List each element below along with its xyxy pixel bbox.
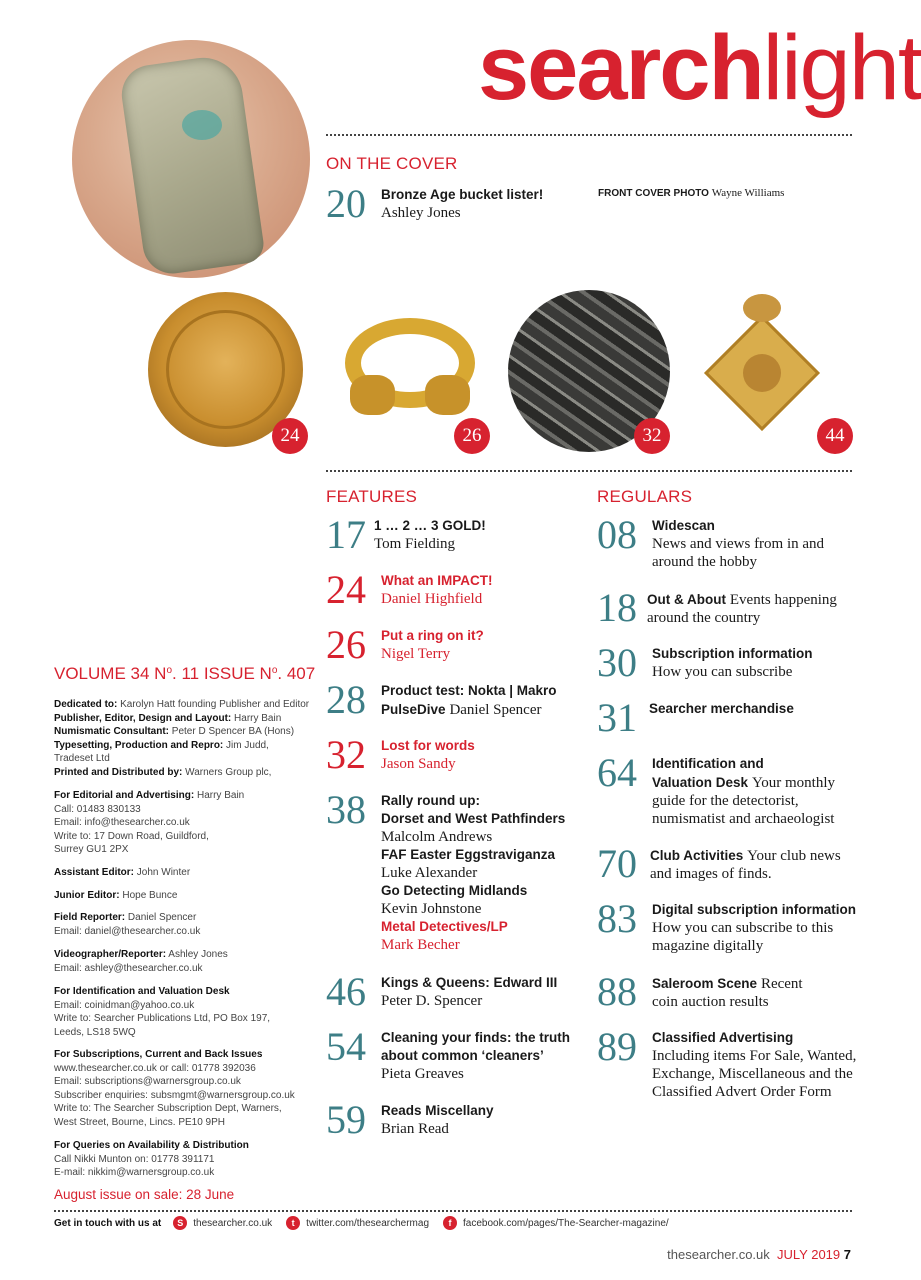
regular-page-number: 70: [597, 841, 637, 886]
regular-desc: Your monthly: [751, 775, 836, 791]
identification-email[interactable]: Email: coinidman@yahoo.co.uk: [54, 999, 195, 1011]
assistant-editor: Assistant Editor: John Winter: [54, 867, 191, 878]
feature-title: Dorset and West Pathfinders: [381, 811, 566, 826]
feature-page-number: 59: [326, 1097, 366, 1142]
distribution-contact: For Queries on Availability & Distribution Call Nikki Munton on: 01778 391171 E-mail: nikkim@warnersgroup.co.uk: [54, 1140, 249, 1178]
regular-title: Subscription information: [652, 646, 813, 661]
feature-author: Brian Read: [381, 1121, 449, 1137]
regular-title: Searcher merchandise: [649, 701, 794, 716]
regular-page-number: 83: [597, 896, 637, 941]
page-footer: thesearcher.co.uk JULY 2019 7: [667, 1247, 851, 1262]
cover-title: Bronze Age bucket lister!: [381, 187, 544, 202]
feature-author: Tom Fielding: [374, 536, 456, 552]
facebook-icon: f: [443, 1216, 457, 1230]
feature-title: 1 … 2 … 3 GOLD!: [374, 518, 486, 533]
field-reporter-email[interactable]: Email: daniel@thesearcher.co.uk: [54, 925, 201, 937]
feature-title: Rally round up:: [381, 793, 480, 808]
feature-author: Peter D. Spencer: [381, 993, 483, 1009]
regular-page-number: 89: [597, 1024, 637, 1069]
editorial-email[interactable]: Email: info@thesearcher.co.uk: [54, 817, 190, 828]
feature-page-number: 46: [326, 969, 366, 1014]
regular-title: Widescan: [652, 518, 715, 533]
regular-desc: Your club news: [747, 848, 841, 864]
volume-issue: VOLUME 34 $N^o$. 11 ISSUE $N^o$. 407: [54, 664, 316, 683]
feature-title: Put a ring on it?: [381, 628, 484, 643]
regular-desc: Recent: [760, 976, 803, 992]
feature-page-number: 32: [326, 732, 366, 777]
regular-desc: and images of finds.: [650, 866, 772, 882]
cover-page-number: 20: [326, 181, 366, 226]
regular-desc: Exchange, Miscellaneous and the: [652, 1066, 853, 1082]
masthead: searchlight: [478, 17, 921, 119]
footer-contacts: Get in touch with us at S thesearcher.co.uk t twitter.com/thesearchermag f facebook.com/pages/The-Searcher-magazine/: [54, 1217, 669, 1229]
regular-desc: guide for the detectorist,: [652, 793, 799, 809]
feature-author: Mark Becher: [381, 937, 460, 953]
feature-author: Jason Sandy: [381, 756, 456, 772]
videographer: Videographer/Reporter: Ashley Jones Email: ashley@thesearcher.co.uk: [54, 948, 314, 975]
regular-title: Identification and: [652, 756, 764, 771]
feature-title: Kings & Queens: Edward III: [381, 975, 558, 990]
feature-page-number: 28: [326, 677, 366, 722]
regular-desc: News and views from in and: [652, 536, 825, 552]
editorial-contact: For Editorial and Advertising: Harry Bain Call: 01483 830133 Email: info@thesearcher.co.uk Write to: 17 Down Road, Guildford, Surrey GU1 2PX: [54, 789, 314, 857]
thumb-gold-setting[interactable]: [715, 292, 810, 452]
feature-title: PulseDive: [381, 702, 446, 717]
regular-page-number: 31: [597, 695, 637, 740]
feature-page-number: 24: [326, 567, 366, 612]
thumb-badge-26: 26: [454, 418, 490, 454]
regular-desc: around the country: [647, 610, 761, 626]
feature-author: Luke Alexander: [381, 865, 478, 881]
regular-title: Classified Advertising: [652, 1030, 794, 1045]
regular-desc: Classified Advert Order Form: [652, 1084, 832, 1100]
regular-title: Digital subscription information: [652, 902, 857, 917]
regular-desc: around the hobby: [652, 554, 757, 570]
feature-title: Metal Detectives/LP: [381, 919, 508, 934]
twitter-link[interactable]: twitter.com/thesearchermag: [306, 1217, 429, 1229]
regular-desc: magazine digitally: [652, 938, 764, 954]
thumb-badge-32: 32: [634, 418, 670, 454]
front-cover-photo-credit: FRONT COVER PHOTO Wayne Williams: [598, 187, 785, 199]
feature-title: Lost for words: [381, 738, 475, 753]
field-reporter: Field Reporter: Daniel Spencer Email: daniel@thesearcher.co.uk: [54, 911, 314, 938]
divider-mid: [326, 470, 852, 472]
cover-photo: [72, 40, 310, 278]
regular-desc: How you can subscribe to this: [652, 920, 834, 936]
regular-desc: How you can subscribe: [652, 664, 793, 680]
subscriptions-contact: For Subscriptions, Current and Back Issues www.thesearcher.co.uk or call: 01778 392036 Email: subscriptions@warnersgroup.co.uk Subscriber enquiries: subsmgmt@warnersgroup.co.uk Write to: The Searcher Subscription Dept, Warners, West Street, Bourne, Lincs. PE10 9PH: [54, 1049, 295, 1128]
feature-title: Go Detecting Midlands: [381, 883, 528, 898]
feature-page-number: 38: [326, 787, 366, 832]
identification-contact: For Identification and Valuation Desk Email: coinidman@yahoo.co.uk Write to: Searcher Publications Ltd, PO Box 197, Leeds, LS18 5WQ: [54, 985, 314, 1039]
regular-title: Out & About: [647, 592, 726, 607]
regular-desc: numismatist and archaeologist: [652, 811, 835, 827]
cover-author: Ashley Jones: [381, 205, 461, 221]
thumb-badge-24: 24: [272, 418, 308, 454]
regular-desc: Including items For Sale, Wanted,: [652, 1048, 857, 1064]
website-icon: S: [173, 1216, 187, 1230]
feature-title: Reads Miscellany: [381, 1103, 494, 1118]
feature-page-number: 54: [326, 1024, 366, 1069]
feature-author: Daniel Highfield: [381, 591, 483, 607]
feature-author: Pieta Greaves: [381, 1066, 464, 1082]
feature-title: Cleaning your finds: the truth: [381, 1030, 570, 1045]
videographer-email[interactable]: Email: ashley@thesearcher.co.uk: [54, 962, 203, 974]
regular-title: Saleroom Scene: [652, 976, 758, 991]
regular-page-number: 08: [597, 512, 637, 557]
feature-author: Daniel Spencer: [449, 702, 542, 718]
regular-page-number: 88: [597, 969, 637, 1014]
regular-desc: coin auction results: [652, 994, 769, 1010]
regular-title: Valuation Desk: [652, 775, 749, 790]
junior-editor: Junior Editor: Hope Bunce: [54, 890, 178, 901]
website-link[interactable]: thesearcher.co.uk: [193, 1217, 273, 1229]
twitter-icon: t: [286, 1216, 300, 1230]
feature-author: Nigel Terry: [381, 646, 451, 662]
regular-desc: Events happening: [729, 592, 837, 608]
regular-title: Club Activities: [650, 848, 744, 863]
feature-title: FAF Easter Eggstraviganza: [381, 847, 556, 862]
feature-title: What an IMPACT!: [381, 573, 493, 588]
features-heading: FEATURES: [326, 487, 418, 506]
regular-page-number: 18: [597, 585, 637, 630]
divider-top: [326, 134, 852, 136]
thumb-badge-44: 44: [817, 418, 853, 454]
feature-author: Kevin Johnstone: [381, 901, 482, 917]
divider-footer: [54, 1210, 852, 1212]
feature-author: Malcolm Andrews: [381, 829, 493, 845]
regular-page-number: 64: [597, 750, 637, 795]
feature-page-number: 17: [326, 512, 366, 557]
feature-title: about common ‘cleaners’: [381, 1048, 544, 1063]
on-the-cover-heading: ON THE COVER: [326, 154, 458, 173]
credits-block: Dedicated to: Karolyn Hatt founding Publisher and Editor Publisher, Editor, Design and Layout: Harry Bain Numismatic Consultant: Peter D Spencer BA (Hons) Typesetting, Production and Repro: Jim Judd, Tradeset Ltd Printed and Distributed by: Warners Group plc,: [54, 699, 310, 778]
regulars-heading: REGULARS: [597, 487, 693, 506]
feature-page-number: 26: [326, 622, 366, 667]
page-number: 7: [843, 1247, 851, 1262]
regular-page-number: 30: [597, 640, 637, 685]
facebook-link[interactable]: facebook.com/pages/The-Searcher-magazine/: [463, 1217, 669, 1229]
on-sale-notice: August issue on sale: 28 June: [54, 1187, 235, 1202]
feature-title: Product test: Nokta | Makro: [381, 683, 557, 698]
